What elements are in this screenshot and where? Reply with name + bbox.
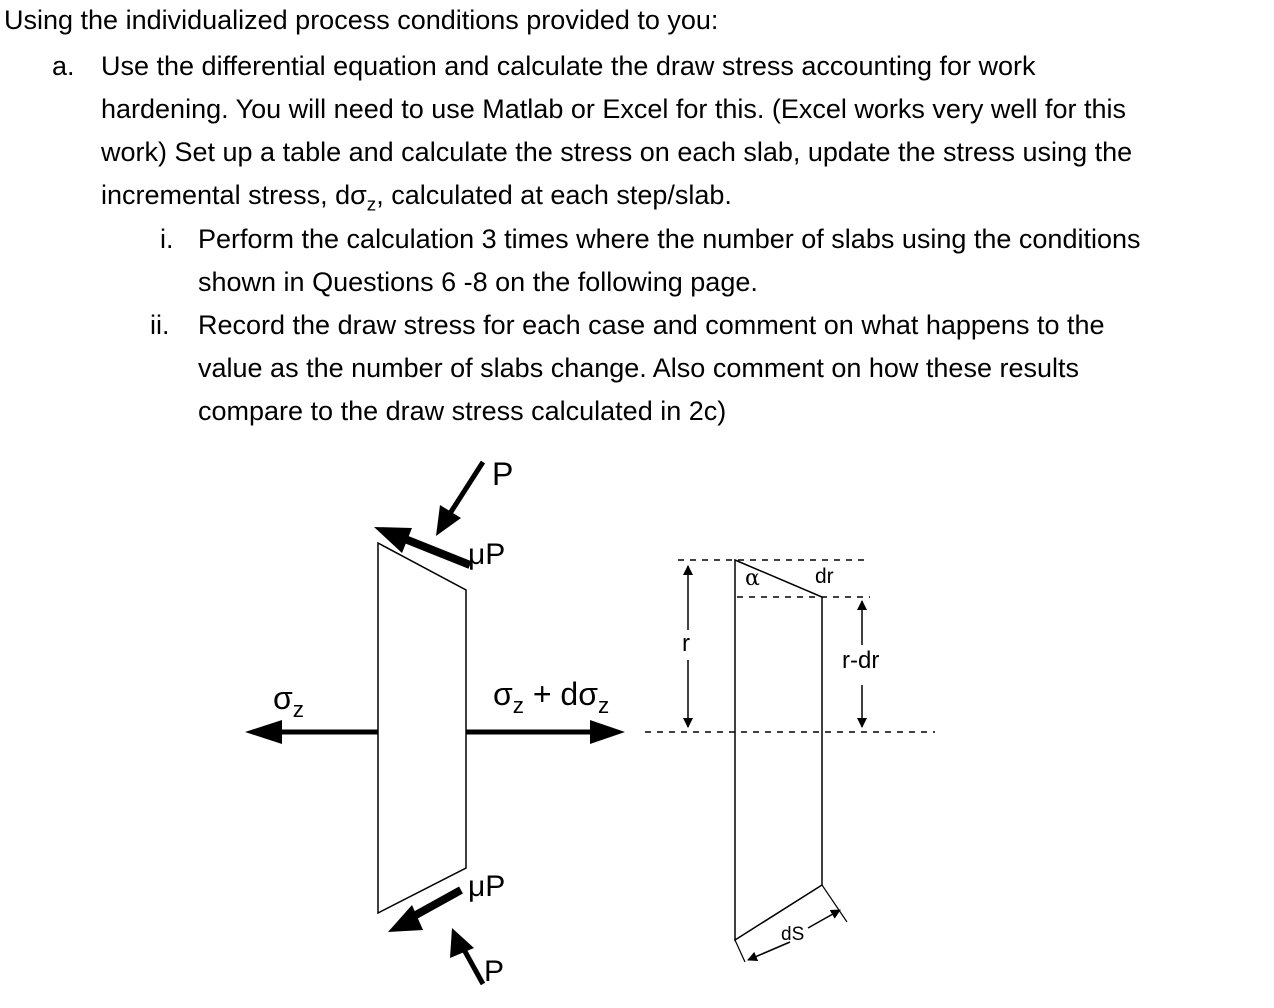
slab-element bbox=[378, 543, 466, 913]
ds-dimension-right bbox=[808, 910, 840, 928]
ds-extension-right bbox=[822, 885, 847, 922]
ds-extension-left bbox=[735, 940, 745, 962]
stress-left-symbol: σ bbox=[273, 680, 293, 716]
stress-arrowhead-right bbox=[590, 720, 625, 744]
stress-increment-sub: z bbox=[597, 692, 610, 718]
item-a-line-4-suffix: , calculated at each step/slab. bbox=[376, 180, 732, 210]
item-a-line-1: Use the differential equation and calculate the draw stress accounting for work bbox=[101, 51, 1036, 81]
sub-item-ii-line-3: compare to the draw stress calculated in 2c) bbox=[198, 396, 727, 426]
friction-label-top: μP bbox=[468, 538, 506, 571]
dr-label: dr bbox=[815, 565, 834, 588]
r-label: r bbox=[682, 630, 690, 657]
item-a-line-4-prefix: incremental stress, dσ bbox=[101, 180, 367, 210]
pressure-label-bottom: P bbox=[484, 955, 505, 988]
stress-increment-symbol: + dσ bbox=[523, 676, 598, 712]
ds-label: dS bbox=[781, 924, 805, 945]
sub-item-ii-line-1: Record the draw stress for each case and comment on what happens to the bbox=[198, 310, 1105, 340]
geometry-slab bbox=[735, 560, 822, 940]
stress-right-sub: z bbox=[512, 692, 524, 718]
r-dr-label: r-dr bbox=[842, 647, 880, 674]
stress-arrowhead-left bbox=[245, 720, 282, 744]
friction-label-bottom: μP bbox=[468, 870, 506, 903]
stress-label-left bbox=[273, 680, 304, 722]
friction-arrowhead-bottom bbox=[388, 905, 423, 932]
item-a-line-4-sub: z bbox=[366, 194, 377, 216]
sub-item-i-marker: i. bbox=[160, 224, 174, 254]
pressure-arrow-top-shaft bbox=[449, 462, 483, 515]
item-a-line-2: hardening. You will need to use Matlab or Excel for this. (Excel works very well for this bbox=[101, 94, 1126, 124]
pressure-label-top: P bbox=[492, 456, 514, 492]
sub-item-i-line-1: Perform the calculation 3 times where the number of slabs using the conditions bbox=[198, 224, 1141, 254]
sub-item-i-line-2: shown in Questions 6 -8 on the following page. bbox=[198, 267, 758, 297]
stress-label-right bbox=[493, 676, 610, 718]
item-a-line-3: work) Set up a table and calculate the stress on each slab, update the stress using the bbox=[101, 137, 1133, 167]
pressure-arrow-bottom-shaft bbox=[462, 946, 483, 984]
stress-right-symbol: σ bbox=[493, 676, 513, 712]
stress-left-sub: z bbox=[292, 696, 304, 722]
pressure-arrowhead-bottom bbox=[450, 928, 474, 958]
intro-text: Using the individualized process conditions provided to you: bbox=[4, 5, 719, 35]
sub-item-ii-marker: ii. bbox=[150, 310, 170, 340]
sub-item-ii-line-2: value as the number of slabs change. Also comment on how these results bbox=[198, 353, 1079, 383]
angle-label: α bbox=[745, 566, 760, 591]
pressure-arrowhead-top bbox=[436, 505, 461, 536]
item-a-marker: a. bbox=[52, 51, 75, 81]
